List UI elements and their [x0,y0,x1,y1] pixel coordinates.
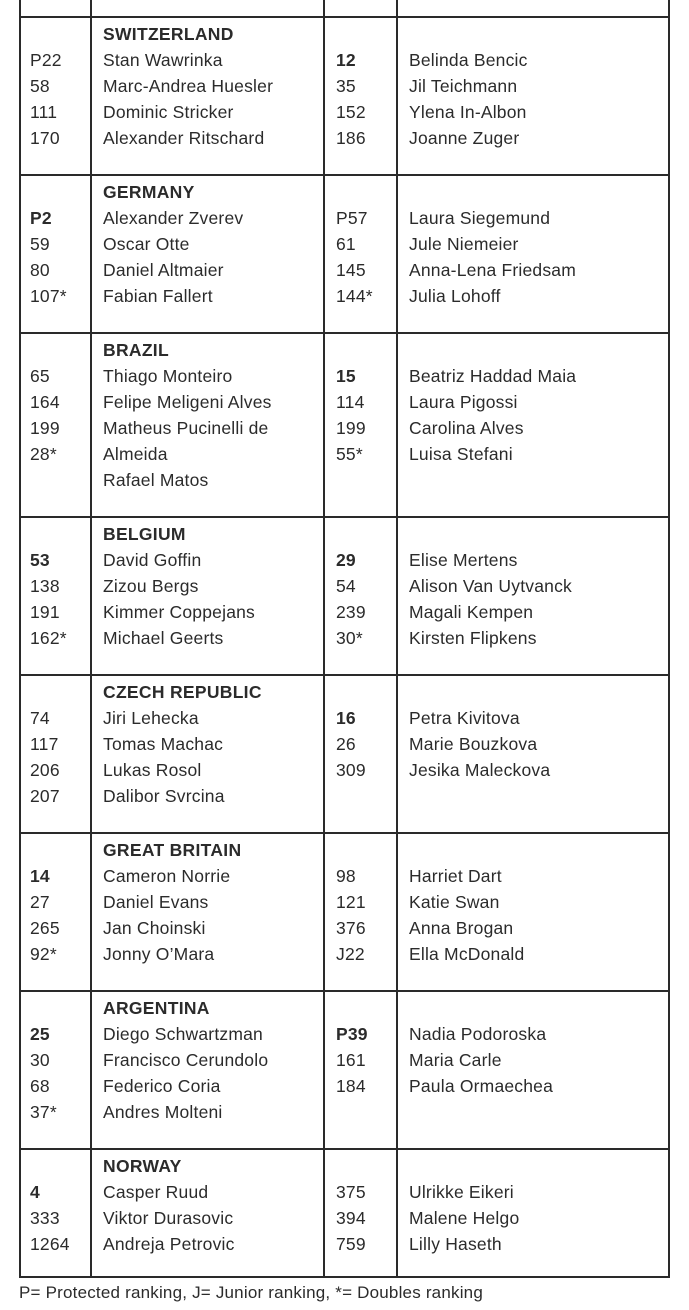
player-rank: 54 [336,576,356,596]
team-roster-table [19,0,670,1278]
player-rank: 152 [336,102,366,122]
player-name: Nadia Podoroska [409,1024,547,1044]
header-spacer [30,521,90,547]
player-rank: 98 [336,866,356,886]
player-name: Jan Choinski [103,918,206,938]
header-spacer [30,179,90,205]
row-divider [21,1276,668,1278]
player-rank: 114 [336,392,365,412]
women-rank-column [336,837,396,967]
player-name: Carolina Alves [409,418,524,438]
men-rank-column [30,521,90,651]
player-rank: 74 [30,708,50,728]
header-spacer [409,1153,669,1179]
player-rank: 68 [30,1076,50,1096]
player-rank: 35 [336,76,356,96]
player-name: Jil Teichmann [409,76,518,96]
header-spacer [409,679,669,705]
player-name: Marie Bouzkova [409,734,538,754]
country-name: SWITZERLAND [103,24,234,44]
player-name: Michael Geerts [103,628,224,648]
country-name: BRAZIL [103,340,169,360]
player-name: Kimmer Coppejans [103,602,256,622]
women-rank-column [336,521,396,651]
player-name: Anna-Lena Friedsam [409,260,577,280]
player-rank: 111 [30,102,58,122]
player-rank: 55* [336,444,363,464]
men-name-column [103,679,323,809]
column-divider [90,0,92,1278]
player-rank: 61 [336,234,356,254]
player-rank: 199 [30,418,60,438]
player-name: Almeida [103,444,168,464]
player-rank: 15 [336,366,356,386]
player-rank: P39 [336,1024,368,1044]
player-name: Zizou Bergs [103,576,199,596]
row-divider [21,832,668,834]
header-spacer [30,679,90,705]
player-name: Daniel Altmaier [103,260,224,280]
player-name: Katie Swan [409,892,500,912]
player-name: Fabian Fallert [103,286,213,306]
player-rank: 65 [30,366,50,386]
player-name: Oscar Otte [103,234,190,254]
men-rank-column [30,837,90,967]
player-rank: 26 [336,734,356,754]
player-rank: 25 [30,1024,50,1044]
header-spacer [336,995,396,1021]
player-rank: 30* [336,628,363,648]
player-name: Jule Niemeier [409,234,519,254]
player-name: Paula Ormaechea [409,1076,554,1096]
player-name: David Goffin [103,550,202,570]
player-name: Laura Pigossi [409,392,518,412]
row-divider [21,16,668,18]
player-name: Jonny O’Mara [103,944,215,964]
player-name: Laura Siegemund [409,208,551,228]
row-divider [21,516,668,518]
men-rank-column [30,337,90,467]
player-name: Anna Brogan [409,918,514,938]
player-rank: 239 [336,602,366,622]
men-name-column [103,521,323,651]
player-rank: 59 [30,234,50,254]
player-rank: 186 [336,128,366,148]
player-name: Diego Schwartzman [103,1024,263,1044]
row-divider [21,1148,668,1150]
player-name: Maria Carle [409,1050,502,1070]
player-name: Rafael Matos [103,470,209,490]
player-name: Luisa Stefani [409,444,513,464]
player-name: Elise Mertens [409,550,518,570]
player-name: Belinda Bencic [409,50,528,70]
player-rank: 191 [30,602,60,622]
player-rank: P2 [30,208,52,228]
player-rank: 1264 [30,1234,70,1254]
row-divider [21,674,668,676]
men-rank-column [30,1153,90,1257]
player-rank: 206 [30,760,60,780]
player-rank: 28* [30,444,57,464]
men-rank-column [30,995,90,1125]
player-name: Tomas Machac [103,734,224,754]
player-name: Felipe Meligeni Alves [103,392,272,412]
player-name: Francisco Cerundolo [103,1050,269,1070]
player-rank: 27 [30,892,50,912]
player-rank: 53 [30,550,50,570]
header-spacer [409,337,669,363]
player-name: Kirsten Flipkens [409,628,537,648]
column-divider [323,0,325,1278]
women-name-column [409,521,669,651]
footnote: P= Protected ranking, J= Junior ranking, *= Doubles ranking [19,1283,483,1302]
women-rank-column [336,21,396,151]
player-rank: 375 [336,1182,366,1202]
header-spacer [30,21,90,47]
header-spacer [30,337,90,363]
player-name: Thiago Monteiro [103,366,233,386]
player-name: Joanne Zuger [409,128,520,148]
player-name: Ella McDonald [409,944,525,964]
player-name: Andres Molteni [103,1102,223,1122]
header-spacer [336,179,396,205]
women-name-column [409,337,669,467]
player-name: Alexander Zverev [103,208,244,228]
player-rank: P57 [336,208,368,228]
player-rank: 265 [30,918,60,938]
header-spacer [30,837,90,863]
player-rank: 207 [30,786,60,806]
header-spacer [336,521,396,547]
player-name: Lukas Rosol [103,760,202,780]
men-rank-column [30,179,90,309]
women-rank-column [336,679,396,783]
player-name: Lilly Haseth [409,1234,502,1254]
player-rank: 92* [30,944,57,964]
player-rank: 30 [30,1050,50,1070]
women-name-column [409,21,669,151]
player-name: Jiri Lehecka [103,708,199,728]
header-spacer [409,995,669,1021]
player-rank: 37* [30,1102,57,1122]
women-name-column [409,679,669,783]
country-name: NORWAY [103,1156,182,1176]
women-rank-column [336,1153,396,1257]
player-name: Julia Lohoff [409,286,501,306]
player-name: Stan Wawrinka [103,50,223,70]
header-spacer [409,179,669,205]
player-name: Malene Helgo [409,1208,520,1228]
player-rank: 161 [336,1050,366,1070]
header-spacer [336,679,396,705]
header-spacer [30,995,90,1021]
player-name: Casper Ruud [103,1182,209,1202]
player-rank: P22 [30,50,62,70]
player-name: Dominic Stricker [103,102,234,122]
header-spacer [409,521,669,547]
women-name-column [409,1153,669,1257]
header-spacer [336,21,396,47]
player-name: Alison Van Uytvanck [409,576,572,596]
player-name: Marc-Andrea Huesler [103,76,274,96]
country-name: BELGIUM [103,524,186,544]
player-rank: 14 [30,866,50,886]
player-name: Beatriz Haddad Maia [409,366,577,386]
player-name: Ulrikke Eikeri [409,1182,514,1202]
country-name: GERMANY [103,182,195,202]
player-rank: 170 [30,128,60,148]
country-name: GREAT BRITAIN [103,840,242,860]
player-rank: 117 [30,734,59,754]
player-rank: 144* [336,286,373,306]
player-name: Alexander Ritschard [103,128,265,148]
player-rank: 199 [336,418,366,438]
player-name: Andreja Petrovic [103,1234,235,1254]
women-name-column [409,837,669,967]
player-rank: 29 [336,550,356,570]
header-spacer [30,1153,90,1179]
men-name-column [103,1153,323,1257]
header-spacer [336,337,396,363]
player-rank: 759 [336,1234,366,1254]
player-name: Daniel Evans [103,892,209,912]
player-name: Petra Kivitova [409,708,520,728]
player-name: Magali Kempen [409,602,534,622]
player-name: Dalibor Svrcina [103,786,225,806]
row-divider [21,332,668,334]
women-rank-column [336,995,396,1099]
country-name: ARGENTINA [103,998,210,1018]
player-name: Jesika Maleckova [409,760,551,780]
header-spacer [409,837,669,863]
women-name-column [409,995,669,1099]
player-rank: 145 [336,260,366,280]
player-rank: 138 [30,576,60,596]
player-rank: 184 [336,1076,366,1096]
women-name-column [409,179,669,309]
player-name: Harriet Dart [409,866,502,886]
player-rank: 333 [30,1208,60,1228]
men-name-column [103,837,323,967]
player-rank: 4 [30,1182,40,1202]
men-name-column [103,21,323,151]
player-rank: 394 [336,1208,366,1228]
player-rank: 107* [30,286,67,306]
player-name: Federico Coria [103,1076,221,1096]
player-name: Viktor Durasovic [103,1208,234,1228]
men-rank-column [30,21,90,151]
column-divider [396,0,398,1278]
men-rank-column [30,679,90,809]
row-divider [21,174,668,176]
header-spacer [336,1153,396,1179]
player-rank: 58 [30,76,50,96]
women-rank-column [336,179,396,309]
player-rank: 16 [336,708,356,728]
men-name-column [103,337,323,493]
player-rank: 376 [336,918,366,938]
player-name: Cameron Norrie [103,866,231,886]
row-divider [21,990,668,992]
player-name: Matheus Pucinelli de [103,418,269,438]
player-name: Ylena In-Albon [409,102,527,122]
men-name-column [103,179,323,309]
header-spacer [409,21,669,47]
header-spacer [336,837,396,863]
player-rank: 121 [336,892,366,912]
player-rank: 12 [336,50,356,70]
player-rank: 164 [30,392,60,412]
player-rank: 80 [30,260,50,280]
player-rank: J22 [336,944,365,964]
women-rank-column [336,337,396,467]
men-name-column [103,995,323,1125]
country-name: CZECH REPUBLIC [103,682,262,702]
player-rank: 309 [336,760,366,780]
player-rank: 162* [30,628,67,648]
